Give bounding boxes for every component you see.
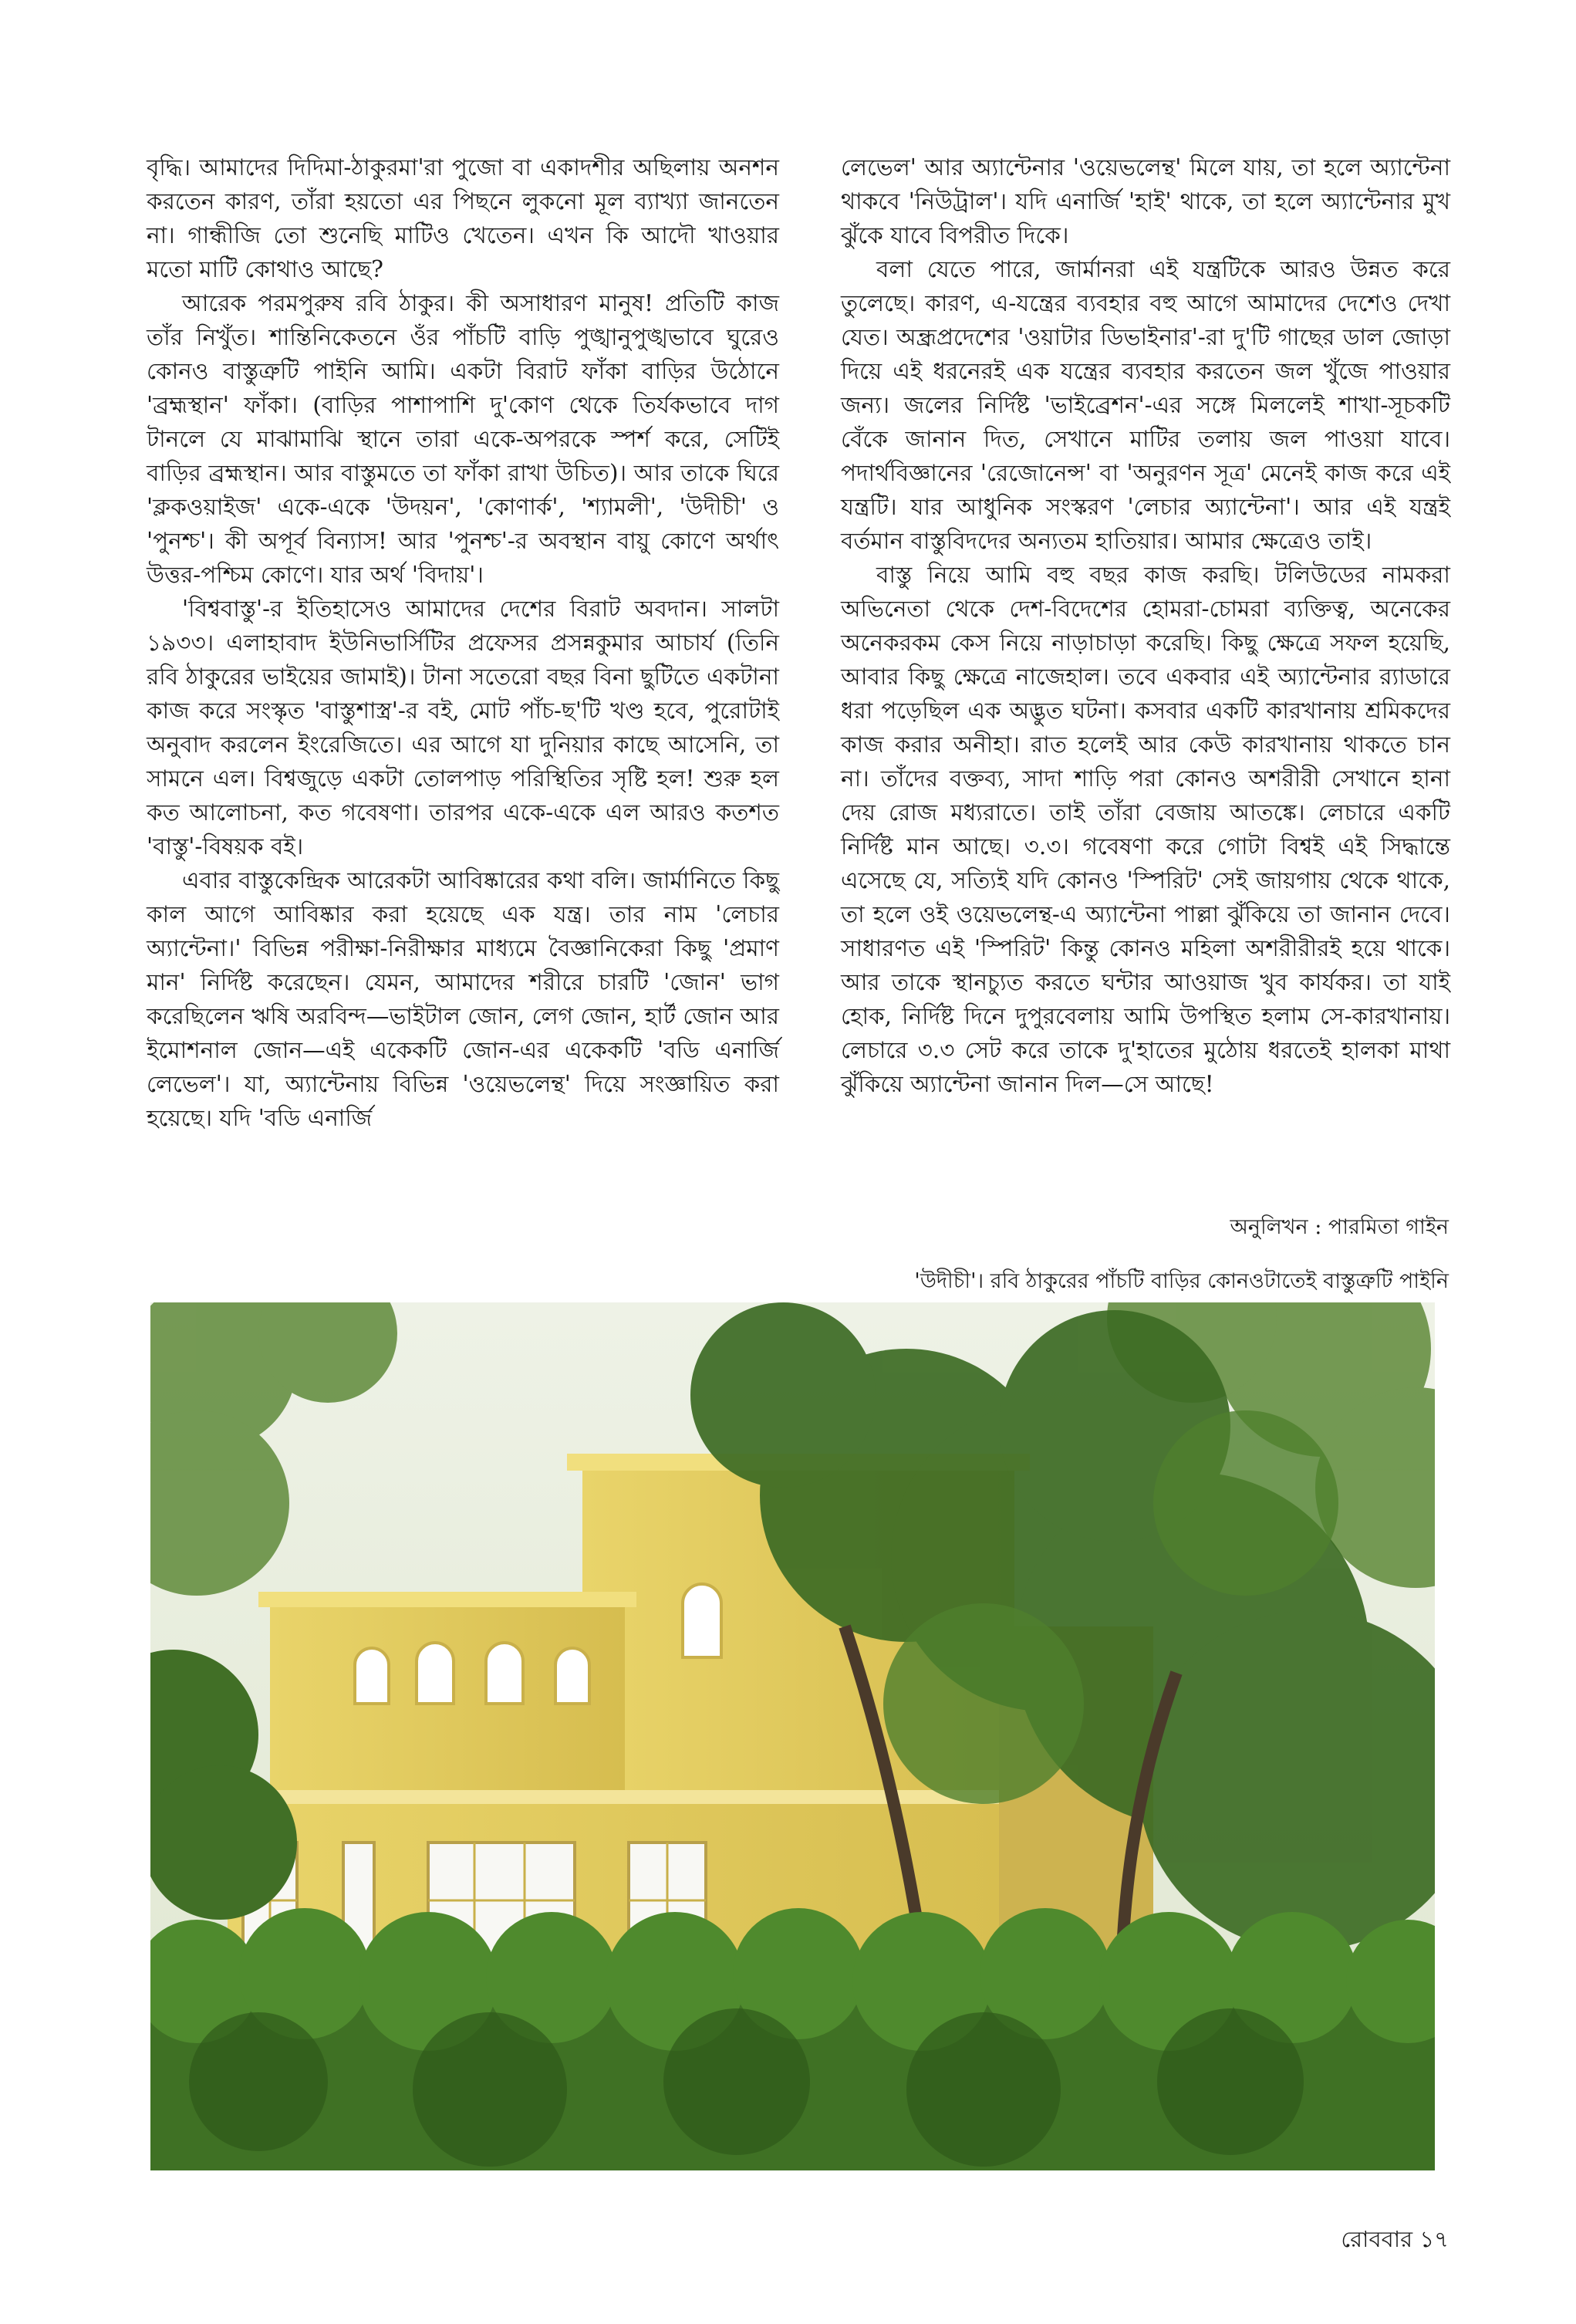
- house-photo: [150, 1302, 1435, 2170]
- paragraph: বলা যেতে পারে, জার্মানরা এই যন্ত্রটিকে আরও উন্নত করে তুলেছে। কারণ, এ-যন্ত্রের ব্যবহার বহু আগে আমাদের দেশেও দেখা যেত। অন্ধ্রপ্রদেশের 'ওয়াটার ডিভাইনার'-রা দু'টি গাছের ডাল জোড়া দিয়ে এই ধরনেরই এক যন্ত্রের ব্যবহার করতেন জল খুঁজে পাওয়ার জন্য। জলের নির্দিষ্ট 'ভাইব্রেশন'-এর সঙ্গে মিললেই শাখা-সূচকটি বেঁকে জানান দিত, সেখানে মাটির তলায় জল পাওয়া যাবে। পদার্থবিজ্ঞানের 'রেজোনেন্স' বা 'অনুরণন সূত্র' মেনেই কাজ করে এই যন্ত্রটি। যার আধুনিক সংস্করণ 'লেচার অ্যান্টেনা'। আর এই যন্ত্রই বর্তমান বাস্তুবিদদের অন্যতম হাতিয়ার। আমার ক্ষেত্রেও তাই।: [841, 256, 1450, 554]
- paragraph: 'বিশ্ববাস্তু'-র ইতিহাসেও আমাদের দেশের বিরাট অবদান। সালটা ১৯৩৩। এলাহাবাদ ইউনিভার্সিটির প্রফেসর প্রসন্নকুমার আচার্য (তিনি রবি ঠাকুরের ভাইয়ের জামাই)। টানা সতেরো বছর বিনা ছুটিতে একটানা কাজ করে সংস্কৃত 'বাস্তুশাস্ত্র'-র বই, মোট পাঁচ-ছ'টি খণ্ড হবে, পুরোটাই অনুবাদ করলেন ইংরেজিতে। এর আগে যা দুনিয়ার কাছে আসেনি, তা সামনে এল। বিশ্বজুড়ে একটা তোলপাড় পরিস্থিতির সৃষ্টি হল! শুরু হল কত আলোচনা, কত গবেষণা। তারপর একে-একে এল আরও কতশত 'বাস্তু'-বিষয়ক বই।: [147, 596, 779, 860]
- paragraph: বাস্তু নিয়ে আমি বহু বছর কাজ করছি। টলিউডের নামকরা অভিনেতা থেকে দেশ-বিদেশের হোমরা-চোমরা ব্যক্তিত্ব, অনেকের অনেকরকম কেস নিয়ে নাড়াচাড়া করেছি। কিছু ক্ষেত্রে সফল হয়েছি, আবার কিছু ক্ষেত্রে নাজেহাল। তবে একবার এই অ্যান্টেনার র‍্যাডারে ধরা পড়েছিল এক অদ্ভুত ঘটনা। কসবার একটি কারখানায় শ্রমিকদের কাজ করার অনীহা। রাত হলেই আর কেউ কারখানায় থাকতে চান না। তাঁদের বক্তব্য, সাদা শাড়ি পরা কোনও অশরীরী সেখানে হানা দেয় রোজ মধ্যরাতে। তাই তাঁরা বেজায় আতঙ্কে। লেচারে একটি নির্দিষ্ট মান আছে। ৩.৩। গবেষণা করে গোটা বিশ্বই এই সিদ্ধান্তে এসেছে যে, সত্যিই যদি কোনও 'স্পিরিট' সেই জায়গায় থেকে থাকে, তা হলে ওই ওয়েভলেন্থ-এ অ্যান্টেনা পাল্লা ঝুঁকিয়ে তা জানান দেবে। সাধারণত এই 'স্পিরিট' কিন্তু কোনও মহিলা অশরীরীরই হয়ে থাকে। আর তাকে স্থানচ্যুত করতে ঘন্টার আওয়াজ খুব কার্যকর। তা যাই হোক, নির্দিষ্ট দিনে দুপুরবেলায় আমি উপস্থিত হলাম সে-কারখানায়। লেচারে ৩.৩ সেট করে তাকে দু'হাতের মুঠোয় ধরতেই হালকা মাথা ঝুঁকিয়ে অ্যান্টেনা জানান দিল—সে আছে!: [841, 562, 1450, 1097]
- left-column: [147, 150, 779, 1135]
- photo-caption: 'উদীচী'। রবি ঠাকুরের পাঁচটি বাড়ির কোনওটাতেই বাস্তুত্রুটি পাইনি: [914, 1269, 1449, 1293]
- paragraph: লেভেল' আর অ্যান্টেনার 'ওয়েভলেন্থ' মিলে যায়, তা হলে অ্যান্টেনা থাকবে 'নিউট্রাল'। যদি এনার্জি 'হাই' থাকে, তা হলে অ্যান্টেনার মুখ ঝুঁকে যাবে বিপরীত দিকে।: [841, 154, 1450, 248]
- paragraph: এবার বাস্তুকেন্দ্রিক আরেকটা আবিষ্কারের কথা বলি। জার্মানিতে কিছু কাল আগে আবিষ্কার করা হয়েছে এক যন্ত্র। তার নাম 'লেচার অ্যান্টেনা।' বিভিন্ন পরীক্ষা-নিরীক্ষার মাধ্যমে বৈজ্ঞানিকেরা কিছু 'প্রমাণ মান' নির্দিষ্ট করেছেন। যেমন, আমাদের শরীরে চারটি 'জোন' ভাগ করেছিলেন ঋষি অরবিন্দ—ভাইটাল জোন, লেগ জোন, হার্ট জোন আর ইমোশনাল জোন—এই একেকটি জোন-এর একেকটি 'বডি এনার্জি লেভেল'। যা, অ্যান্টেনায় বিভিন্ন 'ওয়েভলেন্থ' দিয়ে সংজ্ঞায়িত করা হয়েছে। যদি 'বডি এনার্জি: [147, 867, 779, 1131]
- page-footer: রোববার ১৭: [1341, 2226, 1449, 2252]
- paragraph: বৃদ্ধি। আমাদের দিদিমা-ঠাকুরমা'রা পুজো বা একাদশীর অছিলায় অনশন করতেন কারণ, তাঁরা হয়তো এর পিছনে লুকনো মূল ব্যাখ্যা জানতেন না। গান্ধীজি তো শুনেছি মাটিও খেতেন। এখন কি আদৌ খাওয়ার মতো মাটি কোথাও আছে?: [147, 154, 779, 282]
- author-credit: অনুলিখন : পারমিতা গাইন: [1230, 1215, 1449, 1239]
- paragraph: আরেক পরমপুরুষ রবি ঠাকুর। কী অসাধারণ মানুষ! প্রতিটি কাজ তাঁর নিখুঁত। শান্তিনিকেতনে ওঁর পাঁচটি বাড়ি পুঙ্খানুপুঙ্খভাবে ঘুরেও কোনও বাস্তুত্রুটি পাইনি আমি। একটা বিরাট ফাঁকা বাড়ির উঠোনে 'ব্রহ্মস্থান' ফাঁকা। (বাড়ির পাশাপাশি দু'কোণ থেকে তির্যকভাবে দাগ টানলে যে মাঝামাঝি স্থানে তারা একে-অপরকে স্পর্শ করে, সেটিই বাড়ির ব্রহ্মস্থান। আর বাস্তুমতে তা ফাঁকা রাখা উচিত)। আর তাকে ঘিরে 'ক্লকওয়াইজ' একে-একে 'উদয়ন', 'কোণার্ক', 'শ্যামলী', 'উদীচী' ও 'পুনশ্চ'। কী অপূর্ব বিন্যাস! আর 'পুনশ্চ'-র অবস্থান বায়ু কোণে অর্থাৎ উত্তর-পশ্চিম কোণে। যার অর্থ 'বিদায়'।: [147, 290, 779, 588]
- right-column: [841, 150, 1450, 1101]
